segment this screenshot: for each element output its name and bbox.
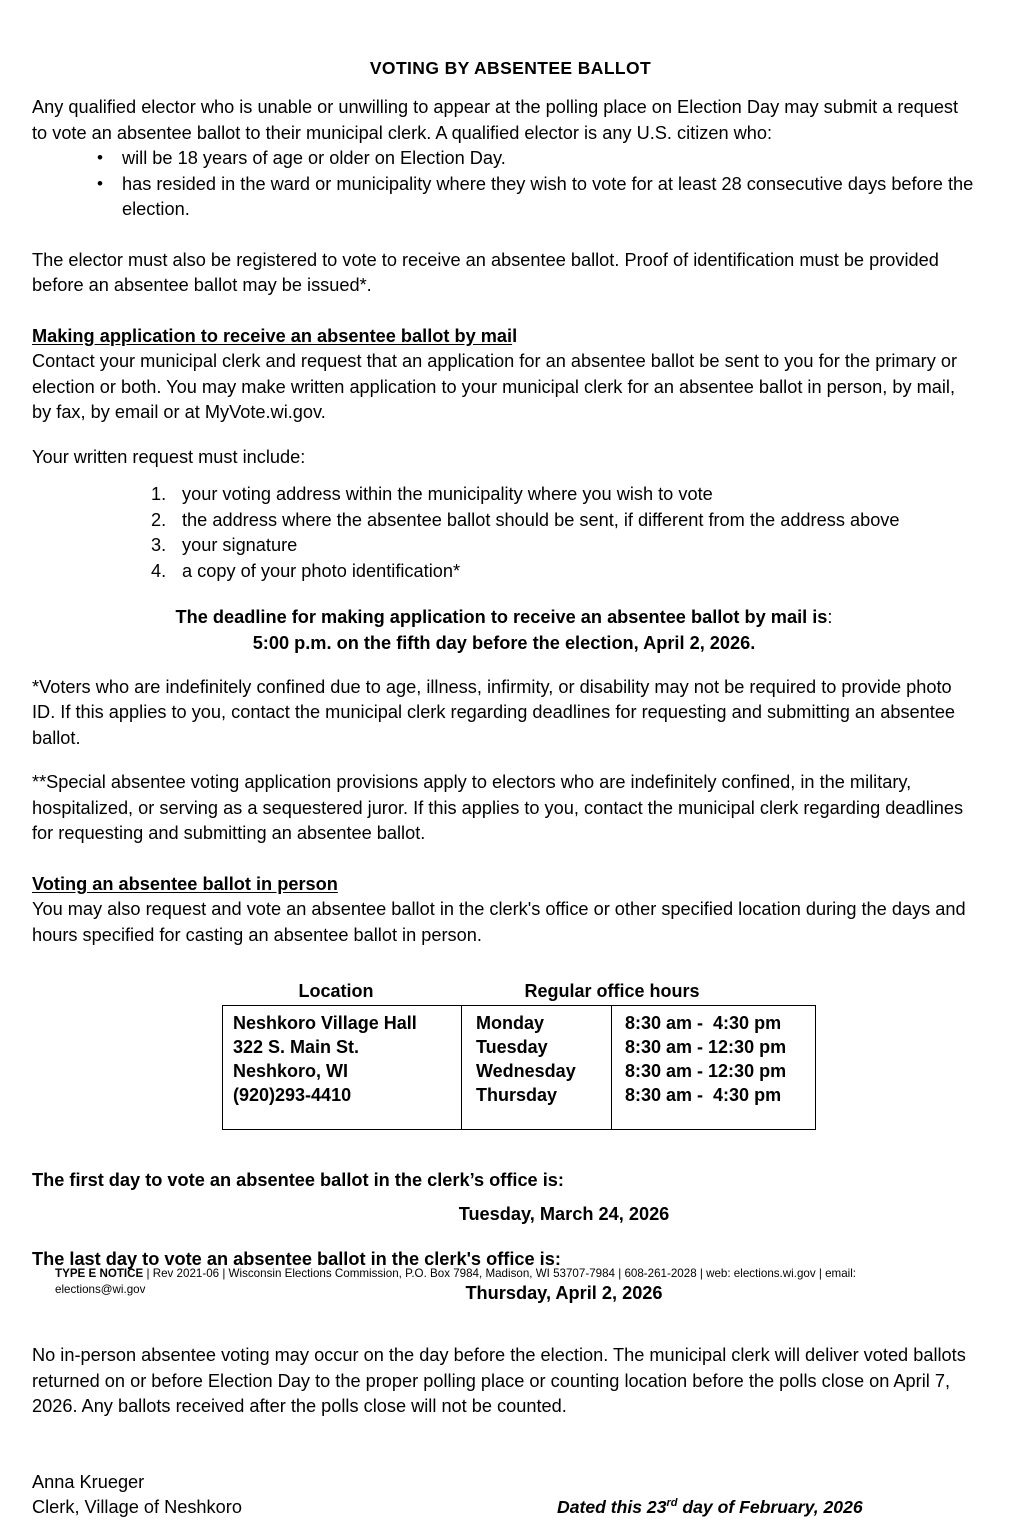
day-label: Wednesday xyxy=(462,1059,612,1083)
empty-cell xyxy=(612,1107,816,1130)
office-hours-table xyxy=(222,1005,816,1130)
in-person-paragraph: You may also request and vote an absentee ballot in the clerk's office or other specified location during the days and hours specified for casting an absentee ballot in person. xyxy=(32,899,966,945)
day-label: Tuesday xyxy=(462,1035,612,1059)
mail-deadline-text: The deadline for making application to receive an absentee ballot by mail is xyxy=(175,606,828,627)
spacer xyxy=(32,1193,976,1201)
page-footer xyxy=(55,1266,941,1297)
mail-deadline-line-1 xyxy=(32,604,976,630)
mail-application-heading xyxy=(32,324,976,350)
location-line: Neshkoro Village Hall xyxy=(223,1006,462,1036)
table-row xyxy=(223,1035,816,1059)
empty-cell xyxy=(223,1107,462,1130)
closing-paragraph: No in-person absentee voting may occur on the day before the election. The municipal clerk will deliver voted ballots returned on or before Election Day to the proper polling place or counting location before the polls close on April 7, 2026. Any ballots received after the polls close will not be counted. xyxy=(32,1345,966,1417)
document-body xyxy=(32,95,976,1521)
mail-deadline-line-2: 5:00 p.m. on the fifth day before the election, April 2, 2026. xyxy=(252,632,756,653)
spacer xyxy=(32,1227,976,1246)
signature-row xyxy=(32,1495,976,1521)
spacer xyxy=(32,1331,976,1343)
column-header-regular-office-hours: Regular office hours xyxy=(524,981,700,1002)
spacer xyxy=(32,751,976,770)
table-row xyxy=(223,1006,816,1036)
dated-ordinal: rd xyxy=(666,1497,678,1510)
table-row xyxy=(223,1059,816,1083)
written-request-list xyxy=(32,482,976,585)
location-line: (920)293-4410 xyxy=(223,1083,462,1107)
spacer xyxy=(32,1306,976,1331)
intro-paragraph: Any qualified elector who is unable or unwilling to appear at the polling place on Election Day may submit a request to vote an absentee ballot to their municipal clerk. A qualified elector is any U.S. citizen who: xyxy=(32,97,959,143)
spacer xyxy=(32,948,976,973)
spacer xyxy=(32,223,976,248)
footer-type-label: TYPE E NOTICE xyxy=(55,1267,144,1280)
dated-line xyxy=(557,1495,863,1521)
list-item: your voting address within the municipality where you wish to vote xyxy=(182,484,713,504)
page-title: VOTING BY ABSENTEE BALLOT xyxy=(369,58,652,78)
list-item: • will be 18 years of age or older on Election Day. xyxy=(32,146,976,172)
hours-value: 8:30 am - 12:30 pm xyxy=(625,1037,787,1058)
footnote-double-star: **Special absentee voting application provisions apply to electors who are indefinitely confined, in the military, hospitalized, or serving as a sequestered juror. If this applies to you, contact the municipal clerk regarding deadlines for requesting and submitting an absentee ballot. xyxy=(32,772,964,844)
office-hours-section xyxy=(32,981,976,1130)
dated-prefix: Dated this 23 xyxy=(557,1497,667,1518)
day-label: Monday xyxy=(462,1006,612,1036)
dated-suffix: day of February, 2026 xyxy=(677,1497,863,1518)
day-label: Thursday xyxy=(462,1083,612,1107)
hours-value: 8:30 am - 12:30 pm xyxy=(625,1061,787,1082)
clerk-name: Anna Krueger xyxy=(32,1471,145,1492)
in-person-heading xyxy=(32,872,976,898)
spacer xyxy=(32,1420,976,1445)
mail-application-heading-tail: l xyxy=(512,325,518,346)
location-line: Neshkoro, WI xyxy=(223,1059,462,1083)
spacer xyxy=(32,1155,976,1167)
table-row-spacer xyxy=(223,1107,816,1130)
location-line: 322 S. Main St. xyxy=(223,1035,462,1059)
hours-value: 8:30 am - 4:30 pm xyxy=(625,1085,782,1106)
table-row xyxy=(223,1083,816,1107)
column-header-location: Location xyxy=(298,981,374,1002)
list-item: the address where the absentee ballot should be sent, if different from the address above xyxy=(182,509,900,530)
list-item: your signature xyxy=(182,535,298,556)
office-hours-header-row xyxy=(32,981,976,1005)
mail-application-paragraph: Contact your municipal clerk and request that an application for an absentee ballot be sent to you for the primary or election or both. You may make written application to your municipal clerk for an absentee ballot in person, by mail, by fax, by email or at MyVote.wi.gov. xyxy=(32,351,958,422)
spacer xyxy=(32,847,976,872)
mail-deadline-colon: : xyxy=(827,606,833,627)
last-day-label: The last day to vote an absentee ballot in the clerk's office is: xyxy=(32,1249,561,1270)
spacer xyxy=(32,656,976,675)
spacer xyxy=(32,1130,976,1155)
first-day-value: Tuesday, March 24, 2026 xyxy=(458,1204,670,1225)
list-item: a copy of your photo identification* xyxy=(182,561,461,582)
in-person-heading-text: Voting an absentee ballot in person xyxy=(32,873,338,894)
footnote-single-star: *Voters who are indefinitely confined due to age, illness, infirmity, or disability may not be required to provide photo ID. If this applies to you, contact the municipal clerk regarding deadlines for requesting and submitting an absentee ballot. xyxy=(32,676,956,748)
eligibility-bullet-list xyxy=(32,146,976,223)
spacer xyxy=(32,299,976,324)
registration-note: The elector must also be registered to vote to receive an absentee ballot. Proof of identification must be provided before an absentee ballot may be issued*. xyxy=(32,249,939,295)
written-request-lead: Your written request must include: xyxy=(32,446,306,467)
footer-details: | Rev 2021-06 | Wisconsin Elections Commission, P.O. Box 7984, Madison, WI 53707-7984 | 608-261-2028 | web: elections.wi.gov | email: elections@wi.gov xyxy=(55,1267,857,1296)
first-day-label: The first day to vote an absentee ballot in the clerk’s office is: xyxy=(32,1170,564,1191)
empty-cell xyxy=(462,1107,612,1130)
spacer xyxy=(32,470,976,482)
list-item: • has resided in the ward or municipality where they wish to vote for at least 28 consecutive days before the election. xyxy=(32,172,976,223)
hours-value: 8:30 am - 4:30 pm xyxy=(625,1013,782,1034)
last-day-value: Thursday, April 2, 2026 xyxy=(465,1283,663,1304)
clerk-role: Clerk, Village of Neshkoro xyxy=(32,1497,242,1518)
spacer xyxy=(32,973,976,981)
mail-application-heading-underlined: Making application to receive an absentee ballot by mai xyxy=(32,325,513,346)
spacer xyxy=(32,1445,976,1470)
spacer xyxy=(32,426,976,445)
spacer xyxy=(32,585,976,604)
